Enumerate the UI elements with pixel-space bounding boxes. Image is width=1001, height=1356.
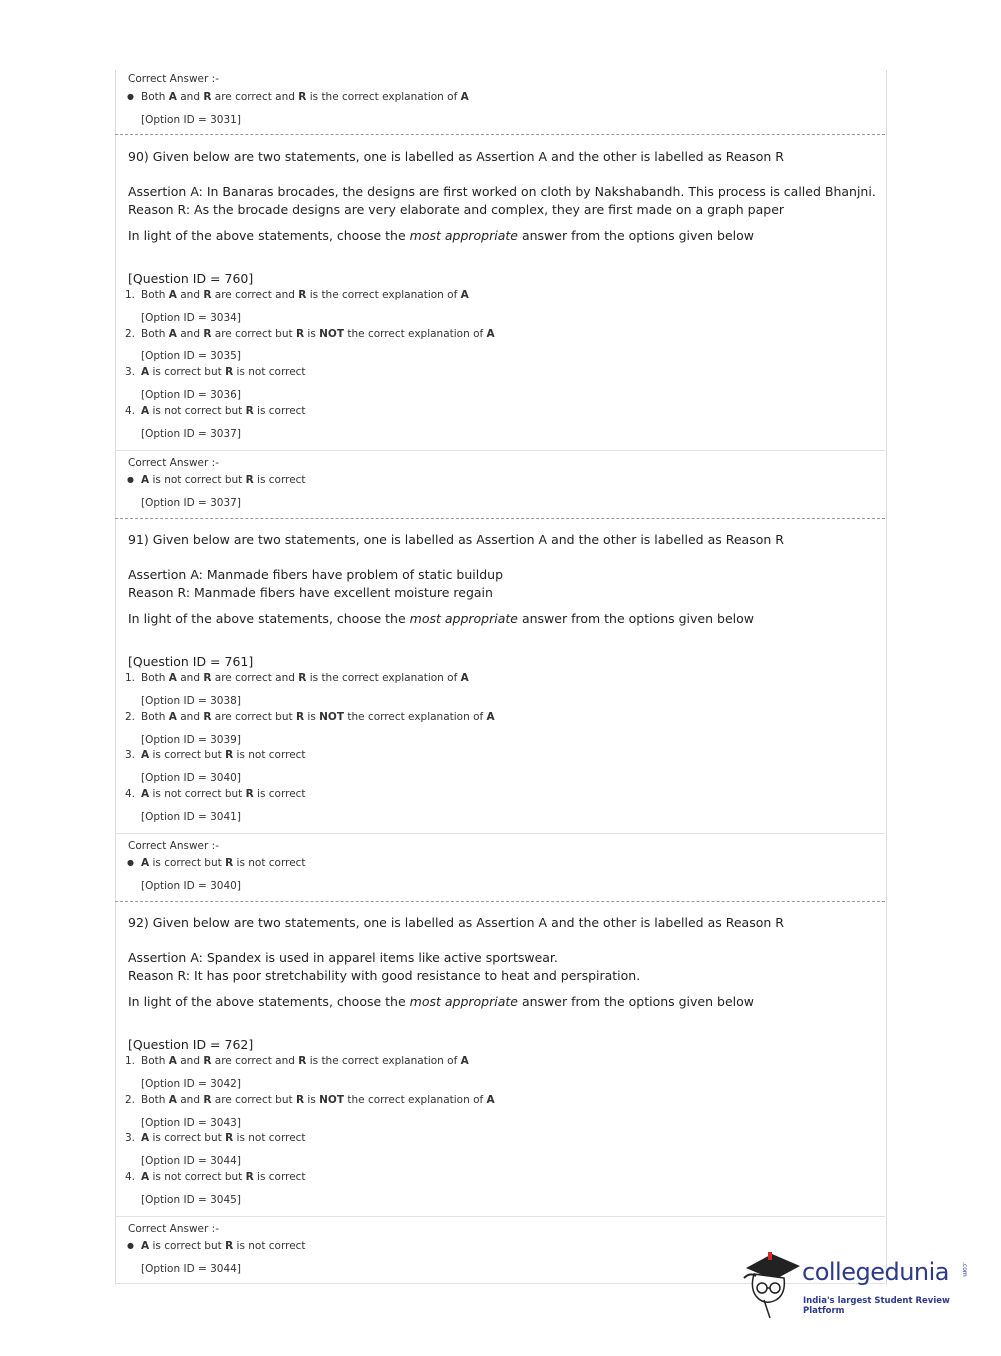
question-heading: 91) Given below are two statements, one is labelled as Assertion A and the other is labelled as Reason R bbox=[128, 532, 784, 547]
option-id: [Option ID = 3043] bbox=[141, 1117, 241, 1129]
correct-answer-text: A is correct but R is not correct bbox=[141, 857, 306, 869]
option-text: Both A and R are correct but R is NOT the correct explanation of A bbox=[141, 1094, 495, 1106]
option-id: [Option ID = 3038] bbox=[141, 695, 241, 707]
option-text: A is correct but R is not correct bbox=[141, 366, 306, 378]
option-text: Both A and R are correct and R is the correct explanation of A bbox=[141, 289, 469, 301]
mascot-icon bbox=[742, 1248, 804, 1320]
instruction-text: In light of the above statements, choose the most appropriate answer from the options given below bbox=[128, 611, 754, 626]
option-id: [Option ID = 3031] bbox=[141, 114, 241, 126]
correct-answer-label: Correct Answer :- bbox=[128, 1223, 219, 1235]
question-id: [Question ID = 762] bbox=[128, 1037, 254, 1052]
reason-text: Reason R: Manmade fibers have excellent moisture regain bbox=[128, 585, 493, 600]
option-id: [Option ID = 3035] bbox=[141, 350, 241, 362]
option-text: Both A and R are correct but R is NOT the correct explanation of A bbox=[141, 711, 495, 723]
option-id: [Option ID = 3037] bbox=[141, 428, 241, 440]
option-number: 1. bbox=[125, 1055, 136, 1067]
option-number: 1. bbox=[125, 672, 136, 684]
question-divider bbox=[115, 134, 885, 135]
reason-text: Reason R: It has poor stretchability with good resistance to heat and perspiration. bbox=[128, 968, 641, 983]
option-id: [Option ID = 3040] bbox=[141, 772, 241, 784]
brand-suffix: .com bbox=[961, 1262, 968, 1277]
option-id: [Option ID = 3041] bbox=[141, 811, 241, 823]
correct-answer-label: Correct Answer :- bbox=[128, 457, 219, 469]
answer-separator bbox=[115, 450, 885, 451]
option-number: 3. bbox=[125, 366, 136, 378]
correct-answer-text: Both A and R are correct and R is the correct explanation of A bbox=[141, 91, 469, 103]
option-text: Both A and R are correct and R is the correct explanation of A bbox=[141, 672, 469, 684]
question-id: [Question ID = 761] bbox=[128, 654, 254, 669]
option-text: A is not correct but R is correct bbox=[141, 1171, 306, 1183]
option-text: Both A and R are correct but R is NOT the correct explanation of A bbox=[141, 328, 495, 340]
option-id: [Option ID = 3044] bbox=[141, 1155, 241, 1167]
option-text: A is correct but R is not correct bbox=[141, 749, 306, 761]
option-number: 2. bbox=[125, 711, 136, 723]
reason-text: Reason R: As the brocade designs are very elaborate and complex, they are first made on a graph paper bbox=[128, 202, 785, 217]
option-number: 2. bbox=[125, 328, 136, 340]
option-id: [Option ID = 3045] bbox=[141, 1194, 241, 1206]
option-id: [Option ID = 3034] bbox=[141, 312, 241, 324]
option-number: 4. bbox=[125, 405, 136, 417]
option-number: 3. bbox=[125, 1132, 136, 1144]
option-number: 3. bbox=[125, 749, 136, 761]
instruction-text: In light of the above statements, choose the most appropriate answer from the options given below bbox=[128, 228, 754, 243]
option-text: Both A and R are correct and R is the correct explanation of A bbox=[141, 1055, 469, 1067]
brand-name: collegedunia bbox=[802, 1258, 950, 1286]
option-id: [Option ID = 3037] bbox=[141, 497, 241, 509]
correct-answer-text: A is not correct but R is correct bbox=[141, 474, 306, 486]
option-id: [Option ID = 3044] bbox=[141, 1263, 241, 1275]
question-divider bbox=[115, 518, 885, 519]
option-number: 1. bbox=[125, 289, 136, 301]
option-id: [Option ID = 3042] bbox=[141, 1078, 241, 1090]
option-number: 2. bbox=[125, 1094, 136, 1106]
option-number: 4. bbox=[125, 788, 136, 800]
option-id: [Option ID = 3039] bbox=[141, 734, 241, 746]
question-divider bbox=[115, 901, 885, 902]
question-heading: 92) Given below are two statements, one is labelled as Assertion A and the other is labelled as Reason R bbox=[128, 915, 784, 930]
assertion-text: Assertion A: In Banaras brocades, the designs are first worked on cloth by Nakshabandh. This process is called Bhanjni. bbox=[128, 184, 876, 199]
answer-separator bbox=[115, 833, 885, 834]
brand-tagline: India's largest Student Review Platform bbox=[803, 1296, 950, 1316]
collegedunia-logo bbox=[742, 1248, 972, 1320]
option-text: A is not correct but R is correct bbox=[141, 788, 306, 800]
assertion-text: Assertion A: Spandex is used in apparel items like active sportswear. bbox=[128, 950, 558, 965]
option-id: [Option ID = 3036] bbox=[141, 389, 241, 401]
instruction-text: In light of the above statements, choose the most appropriate answer from the options given below bbox=[128, 994, 754, 1009]
option-id: [Option ID = 3040] bbox=[141, 880, 241, 892]
option-text: A is correct but R is not correct bbox=[141, 1132, 306, 1144]
answer-separator bbox=[115, 1216, 885, 1217]
option-text: A is not correct but R is correct bbox=[141, 405, 306, 417]
correct-answer-label: Correct Answer :- bbox=[128, 840, 219, 852]
correct-answer-label: Correct Answer :- bbox=[128, 73, 219, 85]
assertion-text: Assertion A: Manmade fibers have problem of static buildup bbox=[128, 567, 504, 582]
question-heading: 90) Given below are two statements, one is labelled as Assertion A and the other is labelled as Reason R bbox=[128, 149, 784, 164]
correct-answer-text: A is correct but R is not correct bbox=[141, 1240, 306, 1252]
question-id: [Question ID = 760] bbox=[128, 271, 254, 286]
option-number: 4. bbox=[125, 1171, 136, 1183]
